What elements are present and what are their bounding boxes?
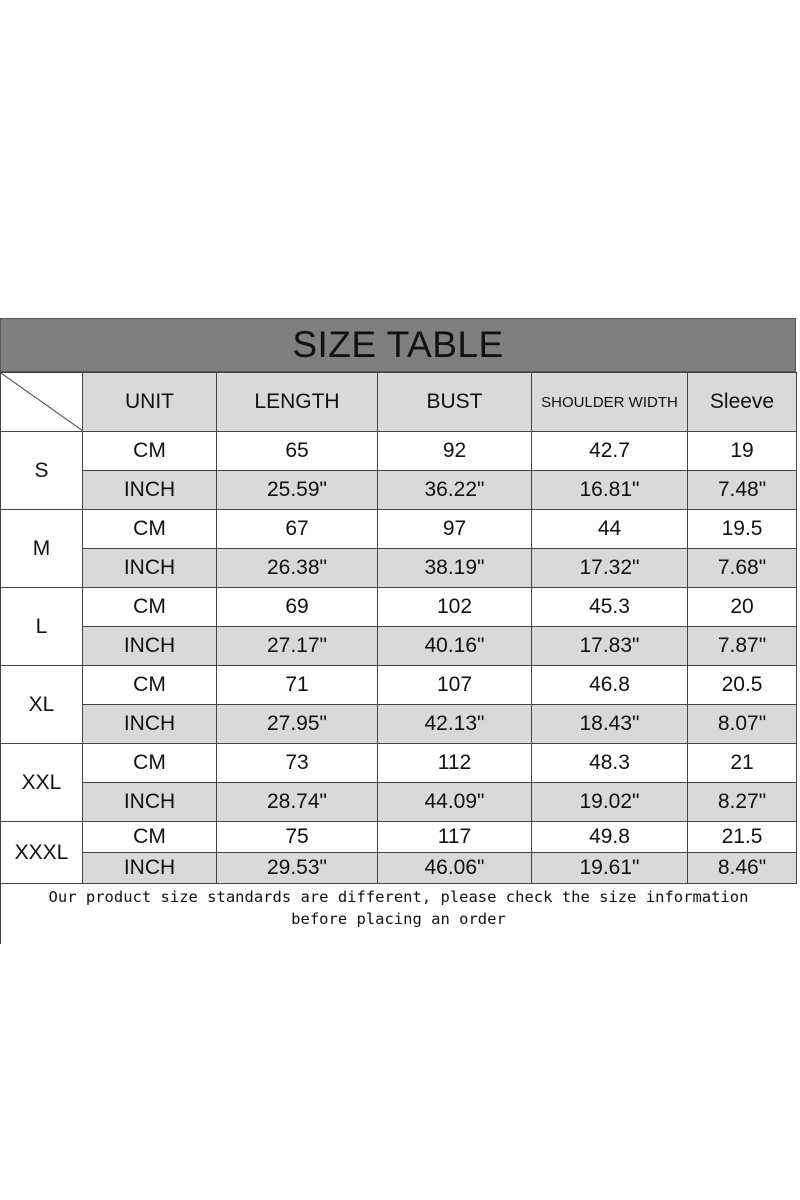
size-label: XL [1,666,83,744]
table-cell: 44 [532,510,688,549]
header-unit: UNIT [83,373,217,432]
diagonal-line-icon [1,373,83,431]
size-label: XXL [1,744,83,822]
table-cell: 36.22" [378,471,532,510]
table-cell: 19.02" [532,783,688,822]
header-sleeve: Sleeve [688,373,797,432]
table-cell: 48.3 [532,744,688,783]
corner-cell [1,373,83,432]
size-label: S [1,432,83,510]
table-cell: 20.5 [688,666,797,705]
size-chart [0,318,796,944]
size-label: L [1,588,83,666]
table-cell: 26.38" [217,549,378,588]
size-note-line-1: Our product size standards are different, please check the size information [48,888,749,906]
table-cell: 21.5 [688,822,797,853]
table-cell: 18.43" [532,705,688,744]
table-cell: CM [83,510,217,549]
table-cell: 42.7 [532,432,688,471]
table-cell: 19 [688,432,797,471]
size-note [0,884,796,944]
table-cell: 17.32" [532,549,688,588]
table-row [1,432,797,471]
table-cell: 117 [378,822,532,853]
table-cell: 25.59" [217,471,378,510]
size-label: M [1,510,83,588]
header-row [1,373,797,432]
table-cell: 27.17" [217,627,378,666]
table-row [1,744,797,783]
table-cell: 102 [378,588,532,627]
size-table [0,372,797,884]
table-cell: 46.06" [378,853,532,884]
table-cell: 75 [217,822,378,853]
size-note-line-2: before placing an order [291,910,506,928]
table-cell: CM [83,744,217,783]
table-cell: 107 [378,666,532,705]
table-cell: 21 [688,744,797,783]
table-cell: 8.46" [688,853,797,884]
table-cell: 112 [378,744,532,783]
table-cell: CM [83,666,217,705]
table-row [1,471,797,510]
table-row [1,627,797,666]
table-cell: CM [83,822,217,853]
table-cell: 45.3 [532,588,688,627]
table-cell: 19.61" [532,853,688,884]
table-cell: INCH [83,471,217,510]
table-cell: 29.53" [217,853,378,884]
table-cell: 28.74" [217,783,378,822]
size-label: XXXL [1,822,83,884]
table-cell: 73 [217,744,378,783]
table-cell: INCH [83,549,217,588]
table-cell: CM [83,432,217,471]
table-row [1,853,797,884]
header-length: LENGTH [217,373,378,432]
table-row [1,705,797,744]
table-cell: 67 [217,510,378,549]
table-cell: 8.27" [688,783,797,822]
table-cell: 97 [378,510,532,549]
table-cell: 17.83" [532,627,688,666]
table-cell: INCH [83,783,217,822]
table-cell: 69 [217,588,378,627]
table-cell: 16.81" [532,471,688,510]
table-row [1,822,797,853]
table-cell: 27.95" [217,705,378,744]
table-cell: INCH [83,627,217,666]
table-cell: 19.5 [688,510,797,549]
header-shoulder-width: SHOULDER WIDTH [532,373,688,432]
table-cell: 7.68" [688,549,797,588]
size-table-body [1,432,797,884]
header-bust: BUST [378,373,532,432]
table-cell: CM [83,588,217,627]
table-cell: 71 [217,666,378,705]
table-cell: INCH [83,705,217,744]
table-cell: 49.8 [532,822,688,853]
table-row [1,666,797,705]
table-row [1,783,797,822]
table-cell: 7.87" [688,627,797,666]
table-cell: 92 [378,432,532,471]
table-row [1,510,797,549]
table-cell: 65 [217,432,378,471]
table-cell: 40.16" [378,627,532,666]
table-cell: 42.13" [378,705,532,744]
table-cell: 20 [688,588,797,627]
table-cell: 7.48" [688,471,797,510]
table-cell: 8.07" [688,705,797,744]
size-table-title: SIZE TABLE [0,318,796,372]
table-row [1,588,797,627]
table-cell: 38.19" [378,549,532,588]
table-row [1,549,797,588]
table-cell: INCH [83,853,217,884]
table-cell: 46.8 [532,666,688,705]
table-cell: 44.09" [378,783,532,822]
